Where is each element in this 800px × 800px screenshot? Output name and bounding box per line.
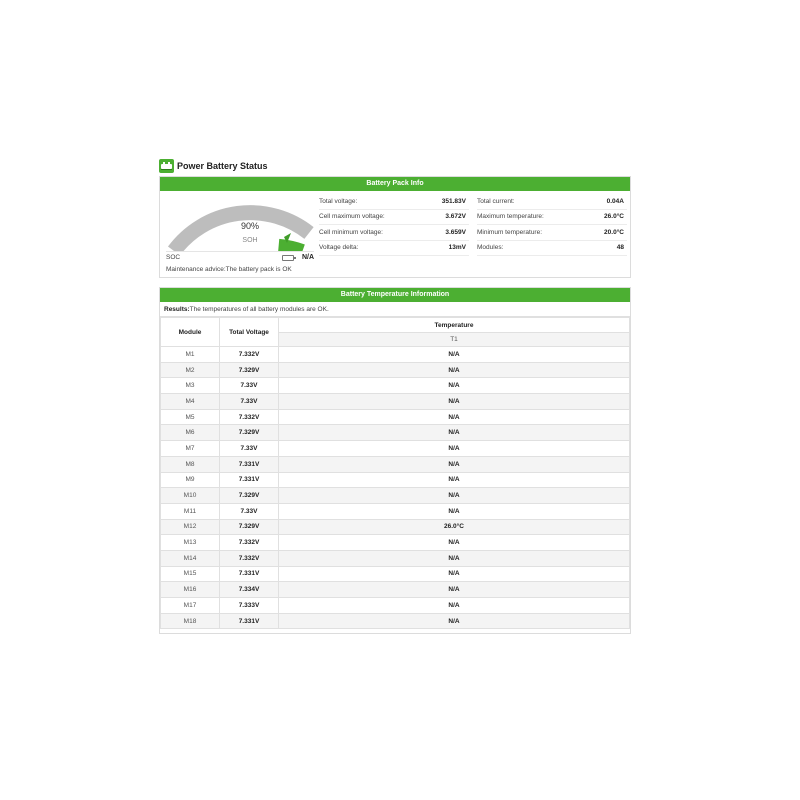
results-summary	[160, 302, 630, 317]
temperature-table	[160, 317, 630, 629]
soc-value: N/A	[301, 254, 314, 261]
battery-pack-info-panel	[159, 176, 631, 278]
stat-label: Cell minimum voltage:	[319, 228, 383, 236]
col-header-temperature: Temperature	[279, 318, 630, 333]
voltage-cell: 7.329V	[220, 425, 279, 441]
voltage-cell: 7.329V	[220, 519, 279, 535]
module-cell: M16	[161, 582, 220, 598]
t1-cell: N/A	[279, 441, 630, 457]
voltage-cell: 7.332V	[220, 535, 279, 551]
t1-cell: N/A	[279, 409, 630, 425]
module-cell: M12	[161, 519, 220, 535]
page-title: Power Battery Status	[177, 161, 268, 171]
t1-cell: N/A	[279, 535, 630, 551]
voltage-cell: 7.33V	[220, 441, 279, 457]
table-row	[161, 378, 630, 394]
stat-value: 13mV	[448, 244, 466, 252]
stat-label: Total voltage:	[319, 197, 358, 205]
module-cell: M5	[161, 409, 220, 425]
module-cell: M7	[161, 441, 220, 457]
module-cell: M2	[161, 362, 220, 378]
stat-label: Modules:	[477, 244, 504, 252]
voltage-cell: 7.329V	[220, 362, 279, 378]
voltage-cell: 7.331V	[220, 566, 279, 582]
soc-label: SOC	[166, 254, 181, 261]
voltage-cell: 7.33V	[220, 378, 279, 394]
voltage-cell: 7.331V	[220, 613, 279, 629]
voltage-cell: 7.333V	[220, 598, 279, 614]
stat-value: 3.672V	[445, 213, 466, 221]
stat-row	[319, 194, 469, 210]
car-battery-icon	[159, 159, 174, 173]
table-row	[161, 613, 630, 629]
voltage-cell: 7.332V	[220, 347, 279, 363]
stat-row	[477, 241, 627, 257]
stat-value: 48	[616, 244, 624, 252]
maintenance-advice: Maintenance advice:The battery pack is OK	[166, 266, 292, 273]
page-header	[159, 158, 268, 174]
t1-cell: N/A	[279, 582, 630, 598]
table-row	[161, 425, 630, 441]
pack-stats-left	[319, 194, 469, 256]
soh-label: SOH	[242, 237, 258, 244]
module-cell: M13	[161, 535, 220, 551]
voltage-cell: 7.33V	[220, 394, 279, 410]
table-row	[161, 362, 630, 378]
soc-row	[166, 251, 314, 263]
col-header-t1: T1	[279, 333, 630, 347]
t1-cell: N/A	[279, 362, 630, 378]
stat-row	[319, 241, 469, 257]
module-cell: M6	[161, 425, 220, 441]
voltage-cell: 7.33V	[220, 503, 279, 519]
table-row	[161, 566, 630, 582]
stat-row	[319, 225, 469, 241]
stat-row	[477, 194, 627, 210]
table-row	[161, 394, 630, 410]
table-row	[161, 503, 630, 519]
module-cell: M15	[161, 566, 220, 582]
table-row	[161, 441, 630, 457]
voltage-cell: 7.332V	[220, 409, 279, 425]
t1-cell: 26.0°C	[279, 519, 630, 535]
col-header-module: Module	[161, 318, 220, 347]
table-row	[161, 582, 630, 598]
t1-cell: N/A	[279, 378, 630, 394]
voltage-cell: 7.332V	[220, 550, 279, 566]
stat-value: 0.04A	[606, 197, 624, 205]
module-cell: M8	[161, 456, 220, 472]
t1-cell: N/A	[279, 394, 630, 410]
stat-label: Voltage delta:	[319, 244, 359, 252]
stat-value: 351.83V	[441, 197, 466, 205]
module-cell: M14	[161, 550, 220, 566]
stat-label: Minimum temperature:	[477, 228, 543, 236]
t1-cell: N/A	[279, 566, 630, 582]
table-row	[161, 409, 630, 425]
results-label: Results:	[164, 306, 190, 313]
t1-cell: N/A	[279, 488, 630, 504]
module-cell: M3	[161, 378, 220, 394]
t1-cell: N/A	[279, 456, 630, 472]
voltage-cell: 7.331V	[220, 472, 279, 488]
module-cell: M11	[161, 503, 220, 519]
stat-label: Cell maximum voltage:	[319, 213, 385, 221]
table-row	[161, 598, 630, 614]
table-row	[161, 347, 630, 363]
stat-value: 26.0°C	[604, 213, 624, 221]
module-cell: M9	[161, 472, 220, 488]
table-row	[161, 519, 630, 535]
table-row	[161, 456, 630, 472]
t1-cell: N/A	[279, 425, 630, 441]
battery-temperature-title: Battery Temperature Information	[160, 288, 630, 302]
col-header-voltage: Total Voltage	[220, 318, 279, 347]
voltage-cell: 7.331V	[220, 456, 279, 472]
stat-row	[319, 210, 469, 226]
stat-label: Total current:	[477, 197, 515, 205]
stat-row	[477, 225, 627, 241]
stat-row	[477, 210, 627, 226]
battery-pack-info-title: Battery Pack Info	[160, 177, 630, 191]
soh-percent: 90%	[240, 221, 259, 231]
results-text: The temperatures of all battery modules are OK.	[189, 306, 329, 313]
stat-value: 20.0°C	[604, 228, 624, 236]
module-cell: M4	[161, 394, 220, 410]
t1-cell: N/A	[279, 472, 630, 488]
temperature-table-body	[161, 347, 630, 629]
t1-cell: N/A	[279, 613, 630, 629]
table-row	[161, 472, 630, 488]
module-cell: M18	[161, 613, 220, 629]
table-row	[161, 535, 630, 551]
stat-value: 3.659V	[445, 228, 466, 236]
t1-cell: N/A	[279, 503, 630, 519]
module-cell: M17	[161, 598, 220, 614]
t1-cell: N/A	[279, 598, 630, 614]
module-cell: M1	[161, 347, 220, 363]
voltage-cell: 7.329V	[220, 488, 279, 504]
battery-temperature-panel	[159, 287, 631, 634]
t1-cell: N/A	[279, 347, 630, 363]
pack-stats-right	[477, 194, 627, 256]
table-row	[161, 488, 630, 504]
stat-label: Maximum temperature:	[477, 213, 544, 221]
t1-cell: N/A	[279, 550, 630, 566]
voltage-cell: 7.334V	[220, 582, 279, 598]
table-row	[161, 550, 630, 566]
module-cell: M10	[161, 488, 220, 504]
battery-icon	[282, 255, 294, 261]
